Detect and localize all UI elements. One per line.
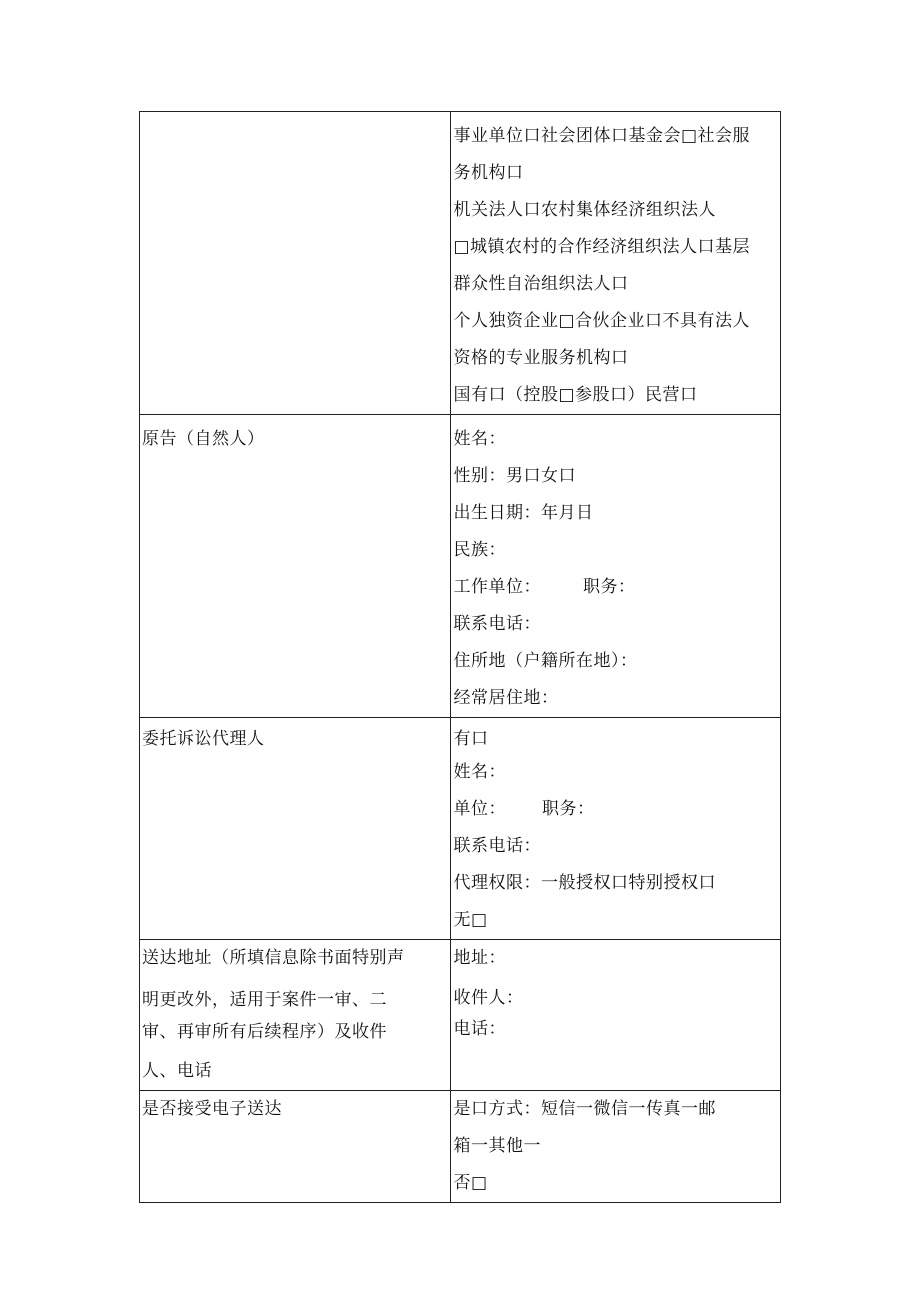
electronic-service-label: 是否接受电子送达 [142,1099,282,1119]
complaint-form-table [139,111,781,1203]
plaintiff-work-unit-field: 工作单位： [453,577,541,597]
org-type-row [140,112,781,415]
agent-phone-field: 联系电话： [453,836,541,856]
plaintiff-label-cell [140,415,451,718]
agent-position-field: 职务： [541,799,595,819]
org-option-line: 个人独资企业□合伙企业口不具有法人 [453,311,751,331]
agent-label: 委托诉讼代理人 [142,729,265,749]
electronic-service-yes-continued: 箱一其他一 [453,1136,541,1156]
service-address-label-line: 送达地址（所填信息除书面特别声 [142,948,405,968]
org-option-line: 资格的专业服务机构口 [453,348,629,368]
agent-authority-field: 代理权限：一般授权口特别授权口 [453,873,716,893]
org-type-options-cell [451,112,781,415]
recipient-phone-field: 电话： [453,1019,506,1039]
plaintiff-fields-cell [451,415,781,718]
org-option-line: 事业单位口社会团体口基金会□社会服 [453,126,751,146]
plaintiff-phone-field: 联系电话： [453,614,541,634]
service-address-label-line: 明更改外，适用于案件一审、二 [142,990,387,1010]
electronic-service-yes-option: 是口方式：短信一微信一传真一邮 [453,1099,716,1119]
org-option-line: 群众性自治组织法人口 [453,274,629,294]
service-address-fields-cell [451,940,781,1091]
org-option-line: □城镇农村的合作经济组织法人口基层 [453,237,751,257]
service-address-label-cell [140,940,451,1091]
plaintiff-name-field: 姓名： [453,429,506,449]
agent-name-field: 姓名： [453,762,506,782]
electronic-service-label-cell [140,1091,451,1203]
agent-fields-cell [451,718,781,940]
org-type-label-cell [140,112,451,415]
plaintiff-birth-field: 出生日期：年月日 [453,503,594,523]
agent-none-option: 无□ [453,910,488,930]
plaintiff-natural-row [140,415,781,718]
agent-has-option: 有口 [453,729,489,749]
agent-row [140,718,781,940]
agent-unit-field: 单位： [453,799,506,819]
agent-unit-line [453,791,780,828]
service-address-field: 地址： [453,948,506,968]
plaintiff-label: 原告（自然人） [142,429,265,449]
electronic-service-row [140,1091,781,1203]
plaintiff-position-field: 职务： [582,577,636,597]
plaintiff-ethnicity-field: 民族： [453,540,506,560]
service-address-label-line: 审、再审所有后续程序）及收件 [142,1022,387,1042]
plaintiff-gender-field: 性别：男口女口 [453,466,576,486]
org-option-line: 务机构口 [453,163,524,183]
service-address-row [140,940,781,1091]
service-address-label-line: 人、电话 [142,1061,212,1081]
plaintiff-residence-field: 经常居住地： [453,688,559,708]
org-option-line: 国有口（控股□参股口）民营口 [453,385,698,405]
electronic-service-no-option: 否□ [453,1173,488,1193]
agent-label-cell [140,718,451,940]
electronic-service-options-cell [451,1091,781,1203]
plaintiff-work-line [453,569,780,606]
recipient-field: 收件人： [453,988,524,1008]
plaintiff-domicile-field: 住所地（户籍所在地）： [453,651,638,671]
org-option-line: 机关法人口农村集体经济组织法人 [453,200,716,220]
